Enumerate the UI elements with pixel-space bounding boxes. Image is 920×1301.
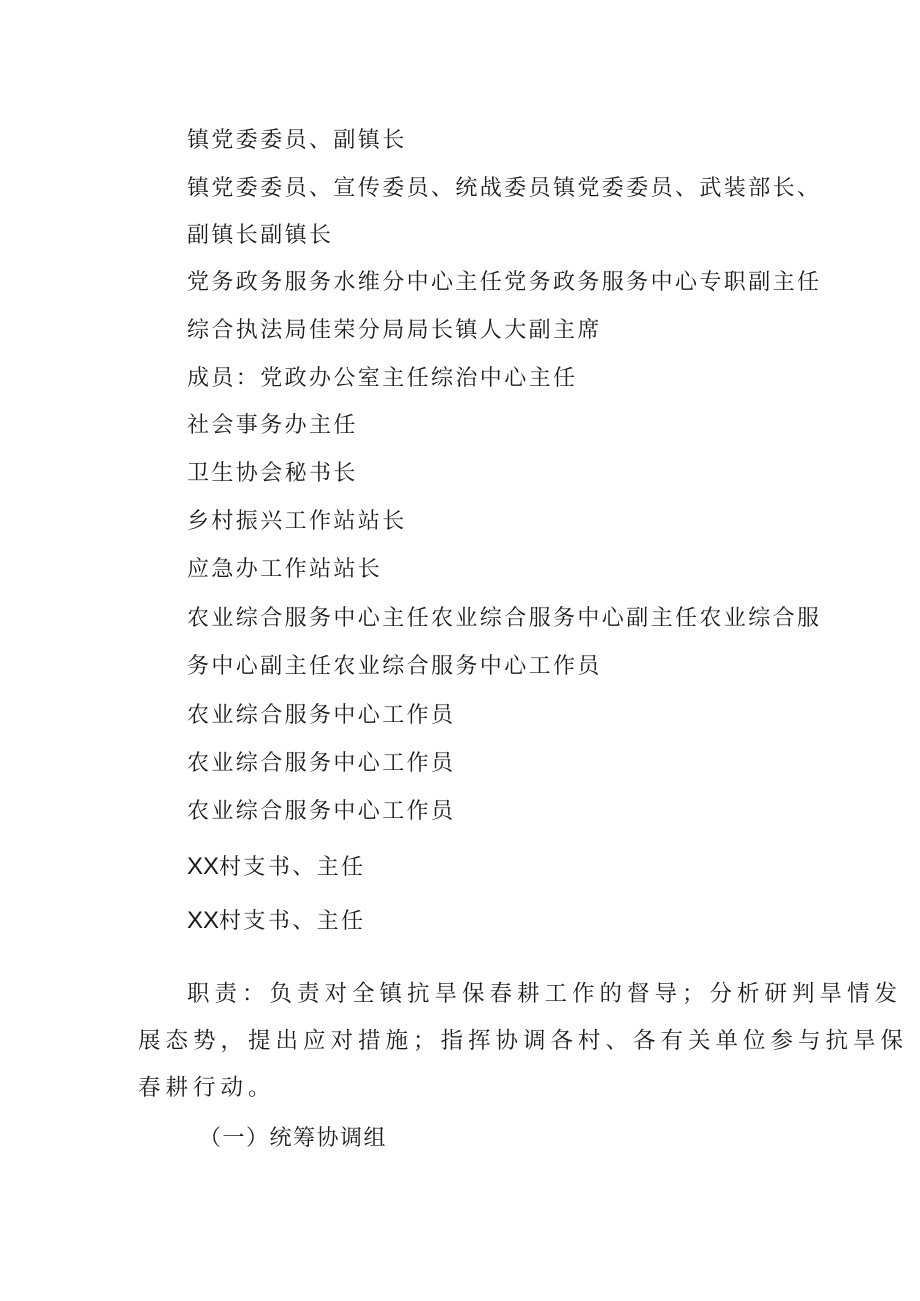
village-role: 村支书、主任 xyxy=(219,855,366,880)
member-line: 镇党委委员、副镇长 xyxy=(187,128,407,153)
member-line: 农业综合服务中心工作员 xyxy=(187,703,456,728)
member-line: 农业综合服务中心工作员 xyxy=(187,799,456,824)
village-placeholder: XX xyxy=(187,853,220,880)
duties-line: 春耕行动。 xyxy=(138,1075,276,1101)
member-line: 应急办工作站站长 xyxy=(187,557,383,582)
member-line: 社会事务办主任 xyxy=(187,413,358,438)
member-line: 农业综合服务中心主任农业综合服务中心副主任农业综合服 xyxy=(187,606,822,631)
member-line: 镇党委委员、宣传委员、统战委员镇党委委员、武装部长、 xyxy=(187,176,822,201)
village-role: 村支书、主任 xyxy=(219,909,366,934)
member-line: 卫生协会秘书长 xyxy=(187,461,358,486)
member-line: 综合执法局佳荣分局局长镇人大副主席 xyxy=(187,318,602,343)
member-line: 党务政务服务水维分中心主任党务政务服务中心专职副主任 xyxy=(187,270,822,295)
duties-line: 职责：负责对全镇抗旱保春耕工作的督导；分析研判旱情发 xyxy=(187,981,903,1007)
duties-line: 展态势，提出应对措施；指挥协调各村、各有关单位参与抗旱保 xyxy=(138,1028,909,1054)
member-line: 乡村振兴工作站站长 xyxy=(187,509,407,534)
member-line: 农业综合服务中心工作员 xyxy=(187,751,456,776)
village-line xyxy=(187,852,365,883)
village-line xyxy=(187,906,365,937)
section-heading: （一）统筹协调组 xyxy=(199,1126,388,1151)
village-placeholder: XX xyxy=(187,907,220,934)
members-label-line: 成员：党政办公室主任综治中心主任 xyxy=(187,366,578,391)
member-line: 务中心副主任农业综合服务中心工作员 xyxy=(187,654,602,679)
member-line: 副镇长副镇长 xyxy=(187,223,334,248)
